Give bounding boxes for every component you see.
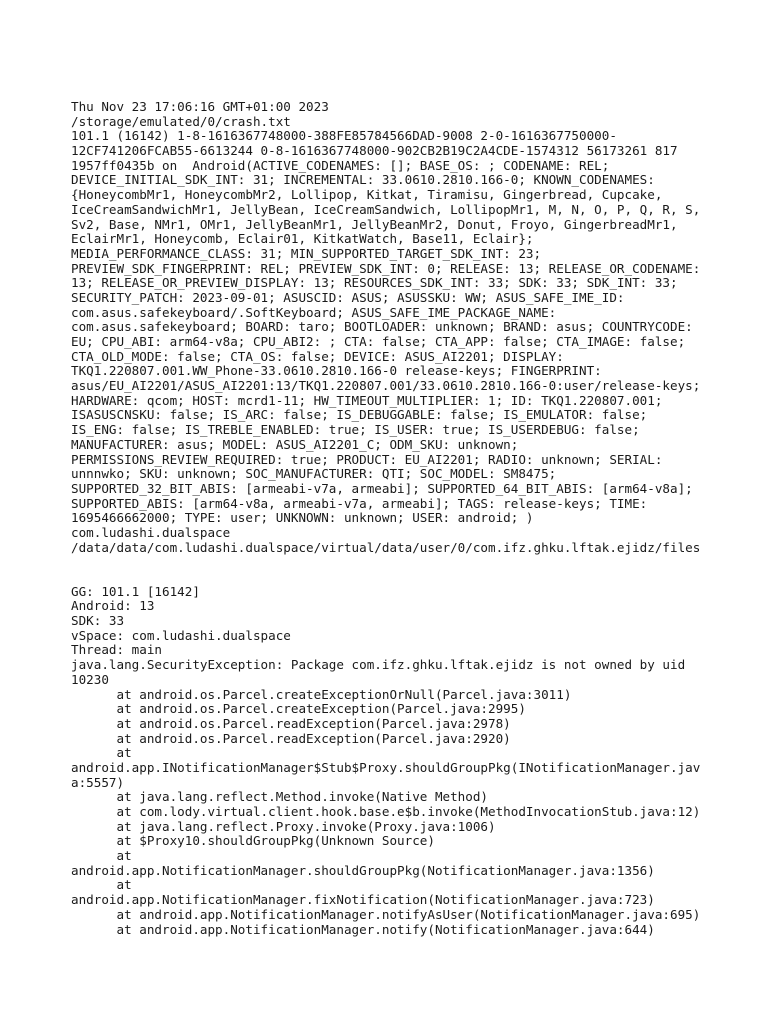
crash-log-document — [71, 100, 761, 937]
stack-trace-line: GG: 101.1 [16142] — [71, 583, 200, 599]
stack-trace-line: Thread: main — [71, 642, 162, 658]
log-line: SECURITY_PATCH: 2023-09-01; ASUSCID: ASUS; ASUSSKU: WW; ASUS_SAFE_IME_ID: — [71, 289, 625, 305]
log-line: MEDIA_PERFORMANCE_CLASS: 31; MIN_SUPPORTED_TARGET_SDK_INT: 23; — [71, 245, 542, 261]
stack-trace-block — [71, 585, 761, 938]
log-line: CTA_OLD_MODE: false; CTA_OS: false; DEVICE: ASUS_AI2201; DISPLAY: — [71, 348, 564, 364]
stack-trace-line: at java.lang.reflect.Proxy.invoke(Proxy.java:1006) — [71, 818, 496, 834]
stack-trace-line: at android.os.Parcel.readException(Parcel.java:2920) — [71, 730, 511, 746]
log-line: {HoneycombMr1, HoneycombMr2, Lollipop, Kitkat, Tiramisu, Gingerbread, Cupcake, — [71, 187, 663, 203]
stack-trace-line: at android.os.Parcel.createException(Parcel.java:2995) — [71, 701, 526, 717]
log-line: com.asus.safekeyboard/.SoftKeyboard; ASUS_SAFE_IME_PACKAGE_NAME: — [71, 304, 557, 320]
log-line: IceCreamSandwichMr1, JellyBean, IceCreamSandwich, LollipopMr1, M, N, O, P, Q, R, S, — [71, 201, 701, 217]
stack-trace-line: 10230 — [71, 671, 109, 687]
stack-trace-line: at android.app.NotificationManager.notifyAsUser(NotificationManager.java:695) — [71, 906, 701, 922]
log-line: SUPPORTED_32_BIT_ABIS: [armeabi-v7a, armeabi]; SUPPORTED_64_BIT_ABIS: [arm64-v8a]; — [71, 480, 693, 496]
log-line: DEVICE_INITIAL_SDK_INT: 31; INCREMENTAL: 33.0610.2810.166-0; KNOWN_CODENAMES: — [71, 172, 655, 188]
log-line: Sv2, Base, NMr1, OMr1, JellyBeanMr1, JellyBeanMr2, Donut, Froyo, GingerbreadMr1, — [71, 216, 678, 232]
section-spacer — [71, 555, 761, 584]
log-line: PERMISSIONS_REVIEW_REQUIRED: true; PRODUCT: EU_AI2201; RADIO: unknown; SERIAL: — [71, 451, 663, 467]
log-line: unnnwko; SKU: unknown; SOC_MANUFACTURER: QTI; SOC_MODEL: SM8475; — [71, 466, 557, 482]
stack-trace-line: at android.os.Parcel.createExceptionOrNull(Parcel.java:3011) — [71, 686, 572, 702]
log-line: 1957ff0435b on Android(ACTIVE_CODENAMES: []; BASE_OS: ; CODENAME: REL; — [71, 157, 610, 173]
stack-trace-line: at — [71, 877, 132, 893]
log-line: IS_ENG: false; IS_TREBLE_ENABLED: true; IS_USER: true; IS_USERDEBUG: false; — [71, 422, 640, 438]
log-line: EU; CPU_ABI: arm64-v8a; CPU_ABI2: ; CTA: false; CTA_APP: false; CTA_IMAGE: false; — [71, 334, 686, 349]
stack-trace-line: android.app.INotificationManager$Stub$Proxy.shouldGroupPkg(INotificationManager.jav — [71, 759, 701, 775]
stack-trace-line: at android.os.Parcel.readException(Parcel.java:2978) — [71, 715, 511, 731]
log-line: com.asus.safekeyboard; BOARD: taro; BOOTLOADER: unknown; BRAND: asus; COUNTRYCODE: — [71, 319, 693, 335]
log-line: HARDWARE: qcom; HOST: mcrd1-11; HW_TIMEOUT_MULTIPLIER: 1; ID: TKQ1.220807.001; — [71, 392, 663, 408]
stack-trace-line: a:5557) — [71, 774, 125, 790]
stack-trace-line: Android: 13 — [71, 598, 155, 614]
log-line: /storage/emulated/0/crash.txt — [71, 113, 291, 129]
stack-trace-line: at — [71, 848, 132, 864]
log-line: EclairMr1, Honeycomb, Eclair01, KitkatWatch, Base11, Eclair}; — [71, 231, 534, 247]
stack-trace-line: at $Proxy10.shouldGroupPkg(Unknown Source) — [71, 833, 435, 849]
log-line: com.ludashi.dualspace — [71, 524, 231, 540]
log-line: 1695466662000; TYPE: user; UNKNOWN: unknown; USER: android; ) — [71, 510, 534, 526]
log-line: Thu Nov 23 17:06:16 GMT+01:00 2023 — [71, 99, 329, 114]
stack-trace-line: at com.lody.virtual.client.hook.base.e$b.invoke(MethodInvocationStub.java:12) — [71, 804, 701, 820]
log-line: ISASUSCNSKU: false; IS_ARC: false; IS_DEBUGGABLE: false; IS_EMULATOR: false; — [71, 407, 648, 423]
log-line: 101.1 (16142) 1-8-1616367748000-388FE85784566DAD-9008 2-0-1616367750000- — [71, 128, 617, 144]
stack-trace-line: SDK: 33 — [71, 613, 125, 629]
log-line: TKQ1.220807.001.WW_Phone-33.0610.2810.166-0 release-keys; FINGERPRINT: — [71, 363, 602, 379]
log-line: SUPPORTED_ABIS: [arm64-v8a, armeabi-v7a, armeabi]; TAGS: release-keys; TIME: — [71, 495, 648, 511]
log-line: MANUFACTURER: asus; MODEL: ASUS_AI2201_C; ODM_SKU: unknown; — [71, 436, 519, 452]
log-line: PREVIEW_SDK_FINGERPRINT: REL; PREVIEW_SDK_INT: 0; RELEASE: 13; RELEASE_OR_CODENAME: — [71, 260, 701, 276]
log-line: 12CF741206FCAB55-6613244 0-8-1616367748000-902CB2B19C2A4CDE-1574312 56173261 817 — [71, 143, 678, 159]
log-line: 13; RELEASE_OR_PREVIEW_DISPLAY: 13; RESOURCES_SDK_INT: 33; SDK: 33; SDK_INT: 33; — [71, 275, 678, 291]
stack-trace-line: android.app.NotificationManager.fixNotification(NotificationManager.java:723) — [71, 892, 655, 908]
device-info-block — [71, 100, 761, 555]
log-line: /data/data/com.ludashi.dualspace/virtual/data/user/0/com.ifz.ghku.lftak.ejidz/files — [71, 539, 701, 555]
stack-trace-line: android.app.NotificationManager.shouldGroupPkg(NotificationManager.java:1356) — [71, 862, 655, 878]
stack-trace-line: vSpace: com.ludashi.dualspace — [71, 627, 291, 643]
stack-trace-line: java.lang.SecurityException: Package com.ifz.ghku.lftak.ejidz is not owned by uid — [71, 657, 686, 673]
stack-trace-line: at — [71, 745, 132, 761]
log-line: asus/EU_AI2201/ASUS_AI2201:13/TKQ1.220807.001/33.0610.2810.166-0:user/release-keys; — [71, 378, 701, 394]
stack-trace-line: at java.lang.reflect.Method.invoke(Native Method) — [71, 789, 489, 805]
stack-trace-line: at android.app.NotificationManager.notify(NotificationManager.java:644) — [71, 921, 655, 937]
